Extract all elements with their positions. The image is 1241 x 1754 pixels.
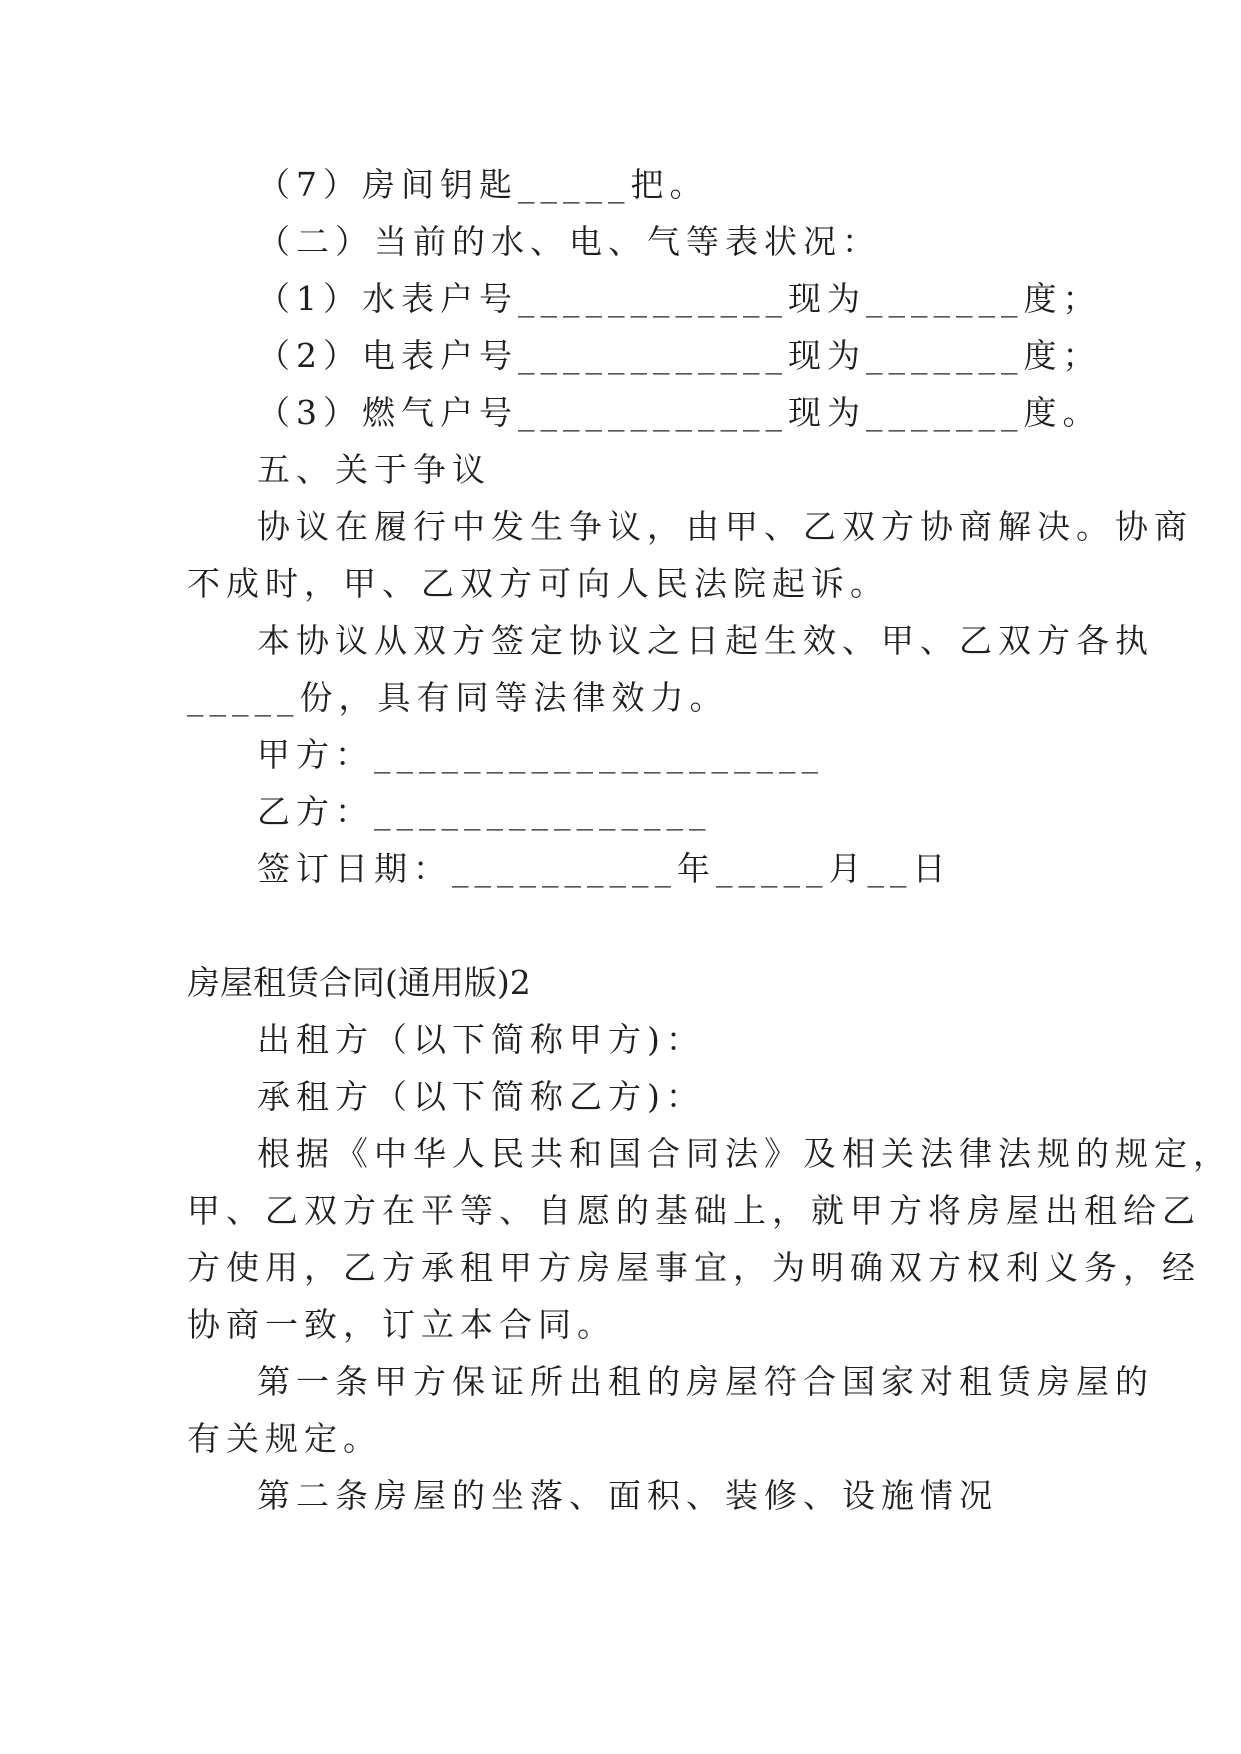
paragraph-basis-3: 方使用，乙方承租甲方房屋事宜，为明确双方权利义务，经: [187, 1248, 1201, 1287]
article-1-line-2: 有关规定。: [187, 1419, 382, 1458]
item-electric-meter: （2）电表户号____________现为_______度；: [257, 336, 1102, 375]
section-dispute-heading: 五、关于争议: [257, 450, 491, 489]
article-1-line-1: 第一条甲方保证所出租的房屋符合国家对租赁房屋的: [257, 1362, 1154, 1401]
paragraph-basis-2: 甲、乙双方在平等、自愿的基础上，就甲方将房屋出租给乙: [187, 1191, 1201, 1230]
section-meter-status: （二）当前的水、电、气等表状况：: [257, 222, 881, 261]
lessor-line: 出租方（以下简称甲方)：: [257, 1020, 705, 1059]
article-2-heading: 第二条房屋的坐落、面积、装修、设施情况: [257, 1476, 998, 1515]
item-room-keys: （7）房间钥匙_____把。: [257, 165, 709, 204]
lessee-line: 承租方（以下简称乙方)：: [257, 1077, 705, 1116]
item-gas-meter: （3）燃气户号____________现为_______度。: [257, 393, 1102, 432]
paragraph-dispute-2: 不成时，甲、乙双方可向人民法院起诉。: [187, 564, 889, 603]
signature-party-b: 乙方：_______________: [257, 792, 712, 831]
paragraph-basis-1: 根据《中华人民共和国合同法》及相关法律法规的规定，: [257, 1134, 1232, 1173]
paragraph-basis-4: 协商一致，订立本合同。: [187, 1305, 616, 1344]
signing-date: 签订日期：__________年_____月__日: [257, 849, 952, 888]
paragraph-effective-1: 本协议从双方签定协议之日起生效、甲、乙双方各执: [257, 621, 1154, 660]
item-water-meter: （1）水表户号____________现为_______度；: [257, 279, 1102, 318]
contract-title: 房屋租赁合同(通用版)2: [187, 963, 531, 1002]
paragraph-effective-2: _____份，具有同等法律效力。: [187, 678, 729, 717]
signature-party-a: 甲方：____________________: [257, 735, 824, 774]
paragraph-dispute-1: 协议在履行中发生争议，由甲、乙双方协商解决。协商: [257, 507, 1193, 546]
